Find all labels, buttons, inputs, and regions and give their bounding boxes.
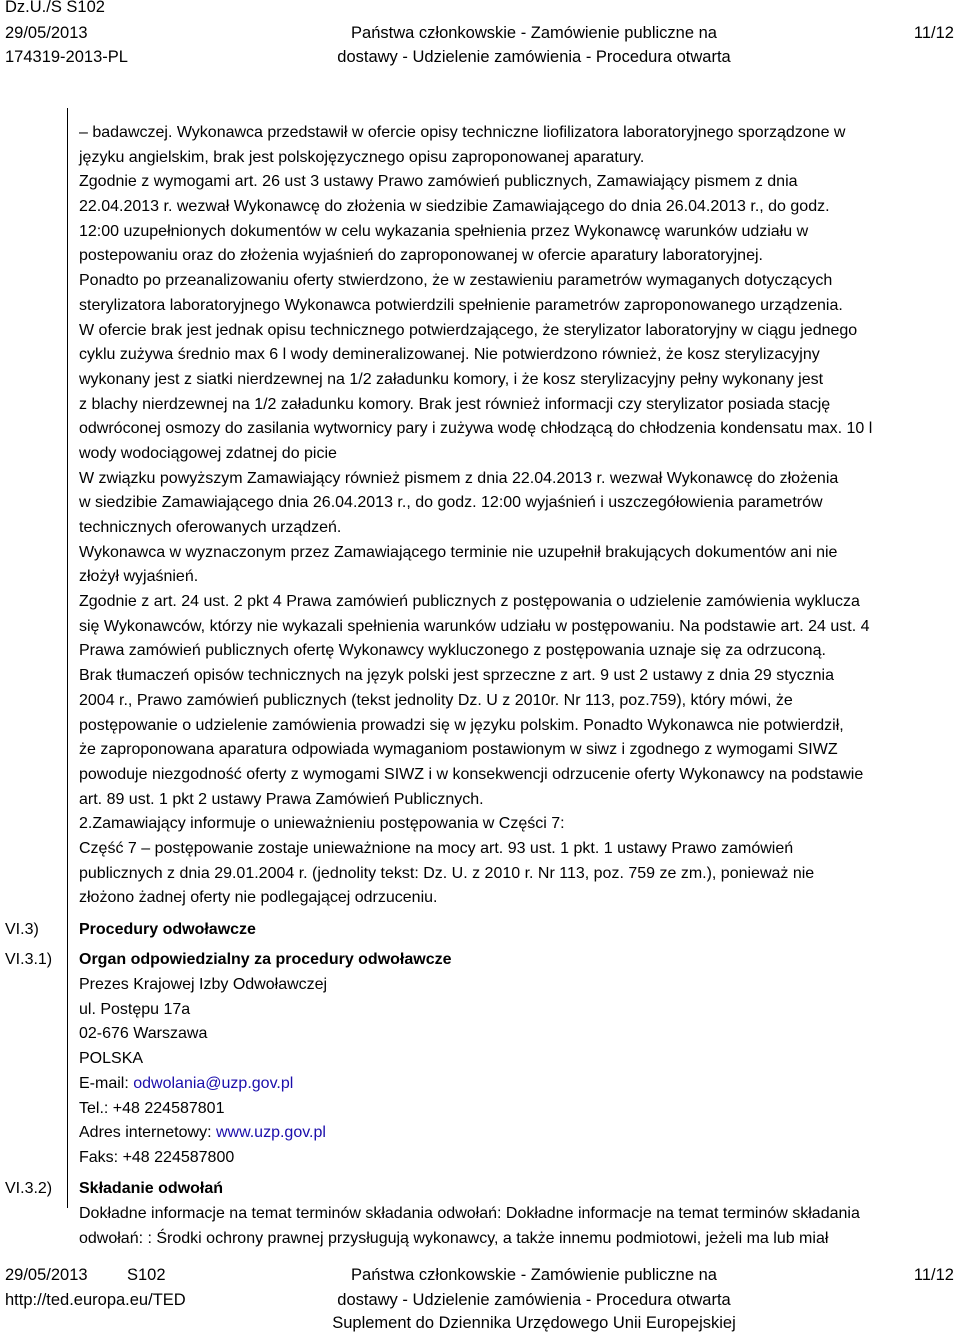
body-line: W związku powyższym Zamawiający również pismem z dnia 22.04.2013 r. wezwał Wykonawcę do złożenia <box>79 469 839 487</box>
body-line: Wykonawca w wyznaczonym przez Zamawiającego terminie nie uzupełnił brakujących dokumentów ani nie <box>79 543 838 561</box>
body-line: technicznych oferowanych urządzeń. <box>79 519 342 536</box>
body-line: Część 7 – postępowanie zostaje unieważnione na mocy art. 93 ust. 1 pkt. 1 ustawy Prawo zamówień <box>79 839 794 857</box>
section-number-vi32: VI.3.2) <box>5 1180 53 1197</box>
body-line: postepowaniu oraz do złożenia wyjaśnień do zaproponowanej w ofercie aparatury laboratoryjnej. <box>79 247 763 265</box>
authority-tel: Tel.: +48 224587801 <box>79 1100 225 1117</box>
appeals-text-line2: odwołań: : Środki ochrony prawnej przysługują wykonawcy, a także innemu podmiotowi, jeżeli ma lub miał <box>79 1230 829 1247</box>
body-line: odwróconej osmozy do zasilania wytwornicy pary i zużywa wodę chłodzącą do chłodzenia kondensatu max. 10 l <box>79 420 873 438</box>
body-line: sterylizatora laboratoryjnego Wykonawca potwierdzili spełnienie parametrów zaproponowanego urządzenia. <box>79 296 843 314</box>
body-line: Brak tłumaczeń opisów technicznych na język polski jest sprzeczne z art. 9 ust 2 ustawy z dnia 29 stycznia <box>79 667 835 685</box>
body-line: 2004 r., Prawo zamówień publicznych (tekst jednolity Dz. U z 2010r. Nr 113, poz.759), który mówi, że <box>79 691 793 709</box>
body-line: wody wodociągowej zdatnej do picie <box>79 444 337 462</box>
section-number-vi31: VI.3.1) <box>5 951 53 968</box>
notice-number: 174319-2013-PL <box>5 48 128 66</box>
body-line: w siedzibie Zamawiającego dnia 26.04.2013 r., do godz. 12:00 wyjaśnień i uszczegółowienia parametrów <box>79 494 823 512</box>
section-number-vi3: VI.3) <box>5 921 39 938</box>
body-line: Ponadto po przeanalizowaniu oferty stwierdzono, że w zestawieniu parametrów wymaganych dotyczących <box>79 272 833 290</box>
authority-web-row <box>79 1124 326 1142</box>
email-link[interactable]: odwolania@uzp.gov.pl <box>133 1075 294 1092</box>
footer-date: 29/05/2013 <box>5 1266 88 1284</box>
section-title-vi3: Procedury odwoławcze <box>79 921 256 938</box>
body-line: Prawa zamówień publicznych ofertę Wykonawcy wykluczonego z postępowania uznaje się za odrzuconą. <box>79 642 826 660</box>
footer-title-line2: dostawy - Udzielenie zamówienia - Procedura otwarta <box>337 1291 731 1309</box>
section-title-vi32: Składanie odwołań <box>79 1180 224 1197</box>
body-line: 12:00 uzupełnionych dokumentów w celu wykazania spełnienia przez Wykonawcę warunków udziału w <box>79 222 809 240</box>
web-link[interactable]: www.uzp.gov.pl <box>215 1124 326 1141</box>
body-line: postępowanie o udzielenie zamówienia prowadzi się w języku polskim. Ponadto Wykonawca nie potwierdził, <box>79 716 844 734</box>
body-line: – badawczej. Wykonawca przedstawił w ofercie opisy techniczne liofilizatora laboratoryjnego sporządzone w <box>79 124 846 141</box>
authority-city: 02-676 Warszawa <box>79 1025 208 1042</box>
body-line: z blachy nierdzewnej na 1/2 załadunku komory. Brak jest również informacji czy sterylizator posiada stację <box>79 395 831 413</box>
web-label: Adres internetowy: <box>79 1124 216 1141</box>
body-line: języku angielskim, brak jest polskojęzycznego opisu zaproponowanej aparatury. <box>79 148 645 166</box>
footer-title-line1: Państwa członkowskie - Zamówienie publiczne na <box>351 1266 717 1284</box>
header-date: 29/05/2013 <box>5 24 88 42</box>
body-line: 22.04.2013 r. wezwał Wykonawcę do złożenia w siedzibie Zamawiającego do dnia 26.04.2013 r., do godz. <box>79 198 830 216</box>
authority-fax: Faks: +48 224587800 <box>79 1149 235 1166</box>
body-line: cyklu zużywa średnio max 6 l wody demineralizowanej. Nie potwierdzono również, że kosz sterylizacyjny <box>79 346 820 364</box>
authority-name: Prezes Krajowej Izby Odwoławczej <box>79 976 328 993</box>
appeals-text-line1: Dokładne informacje na temat terminów składania odwołań: Dokładne informacje na temat terminów składania <box>79 1205 860 1222</box>
header-title-line1: Państwa członkowskie - Zamówienie publiczne na <box>351 24 717 42</box>
section-title-vi31: Organ odpowiedzialny za procedury odwoławcze <box>79 951 452 968</box>
body-line: 2.Zamawiający informuje o unieważnieniu postępowania w Części 7: <box>79 815 565 833</box>
body-line: art. 89 ust. 1 pkt 2 ustawy Prawa Zamówień Publicznych. <box>79 790 484 808</box>
body-line: wykonany jest z siatki nierdzewnej na 1/2 załadunku komory, i że kosz sterylizacyjny pełny wykonany jest <box>79 370 824 388</box>
left-rule <box>67 108 68 1208</box>
body-text <box>79 121 959 911</box>
body-line: złożył wyjaśnień. <box>79 568 199 586</box>
doc-id: Dz.U./S S102 <box>5 0 105 16</box>
body-line: powoduje niezgodność oferty z wymogami SIWZ i w konsekwencji odrzucenie oferty Wykonawcy na podstawie <box>79 765 864 783</box>
authority-country: POLSKA <box>79 1050 144 1067</box>
body-line: złożono żadnej oferty nie podlegającej odrzuceniu. <box>79 889 438 907</box>
body-line: że zaproponowana aparatura odpowiada wymaganiom postawionym w siwz i zgodnego z wymogami SIWZ <box>79 741 838 759</box>
footer-title-line3: Suplement do Dziennika Urzędowego Unii Europejskiej <box>332 1314 736 1332</box>
authority-street: ul. Postępu 17a <box>79 1001 191 1018</box>
authority-email-row <box>79 1075 293 1093</box>
footer-url[interactable]: http://ted.europa.eu/TED <box>5 1291 186 1309</box>
body-line: Zgodnie z art. 24 ust. 2 pkt 4 Prawa zamówień publicznych z postępowania o udzielenie zamówienia wyklucza <box>79 593 860 611</box>
footer-page-number: 11/12 <box>913 1266 954 1284</box>
email-label: E-mail: <box>79 1075 134 1092</box>
header-title-line2: dostawy - Udzielenie zamówienia - Procedura otwarta <box>337 48 731 66</box>
body-line: W ofercie brak jest jednak opisu technicznego potwierdzającego, że sterylizator laboratoryjny w ciągu jednego <box>79 321 858 339</box>
body-line: publicznych z dnia 29.01.2004 r. (jednolity tekst: Dz. U. z 2010 r. Nr 113, poz. 759 ze zm.), ponieważ nie <box>79 864 815 882</box>
body-line: się Wykonawców, którzy nie wykazali spełnienia warunków udziału w postępowaniu. Na podstawie art. 24 ust. 4 <box>79 617 870 635</box>
body-line: Zgodnie z wymogami art. 26 ust 3 ustawy Prawo zamówień publicznych, Zamawiający pismem z dnia <box>79 173 798 191</box>
header-page-number: 11/12 <box>913 24 954 42</box>
footer-series: S102 <box>127 1266 166 1284</box>
